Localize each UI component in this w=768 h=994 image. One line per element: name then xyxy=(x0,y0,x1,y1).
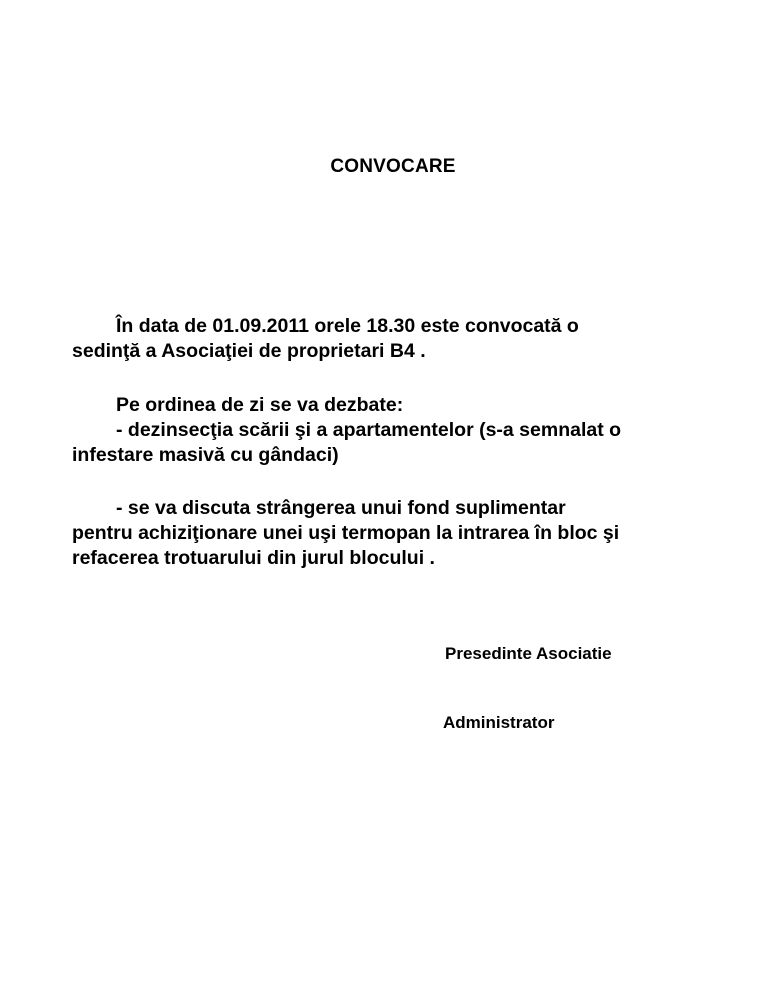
paragraph-line: refacerea trotuarului din jurul blocului . xyxy=(72,547,435,569)
paragraph-agenda xyxy=(72,393,732,468)
signature-role: Presedinte Asociatie xyxy=(445,644,612,663)
paragraph-line: Pe ordinea de zi se va dezbate: xyxy=(116,394,404,416)
paragraph-line: infestare masivă cu gândaci) xyxy=(72,444,339,466)
paragraph-line: sedinţă a Asociaţiei de proprietari B4 . xyxy=(72,340,426,362)
signature-name: Administrator xyxy=(443,713,555,732)
document-title: CONVOCARE xyxy=(330,156,456,177)
paragraph-agenda-item-2 xyxy=(72,496,732,571)
paragraph-line: În data de 01.09.2011 orele 18.30 este convocată o xyxy=(116,315,579,337)
paragraph-meeting-announcement xyxy=(72,314,732,364)
agenda-item-1: - dezinsecţia scării şi a apartamentelor (s-a semnalat o xyxy=(116,419,622,441)
agenda-item-2: - se va discuta strângerea unui fond suplimentar xyxy=(116,497,566,519)
paragraph-line: pentru achiziţionare unei uşi termopan la intrarea în bloc şi xyxy=(72,522,620,544)
